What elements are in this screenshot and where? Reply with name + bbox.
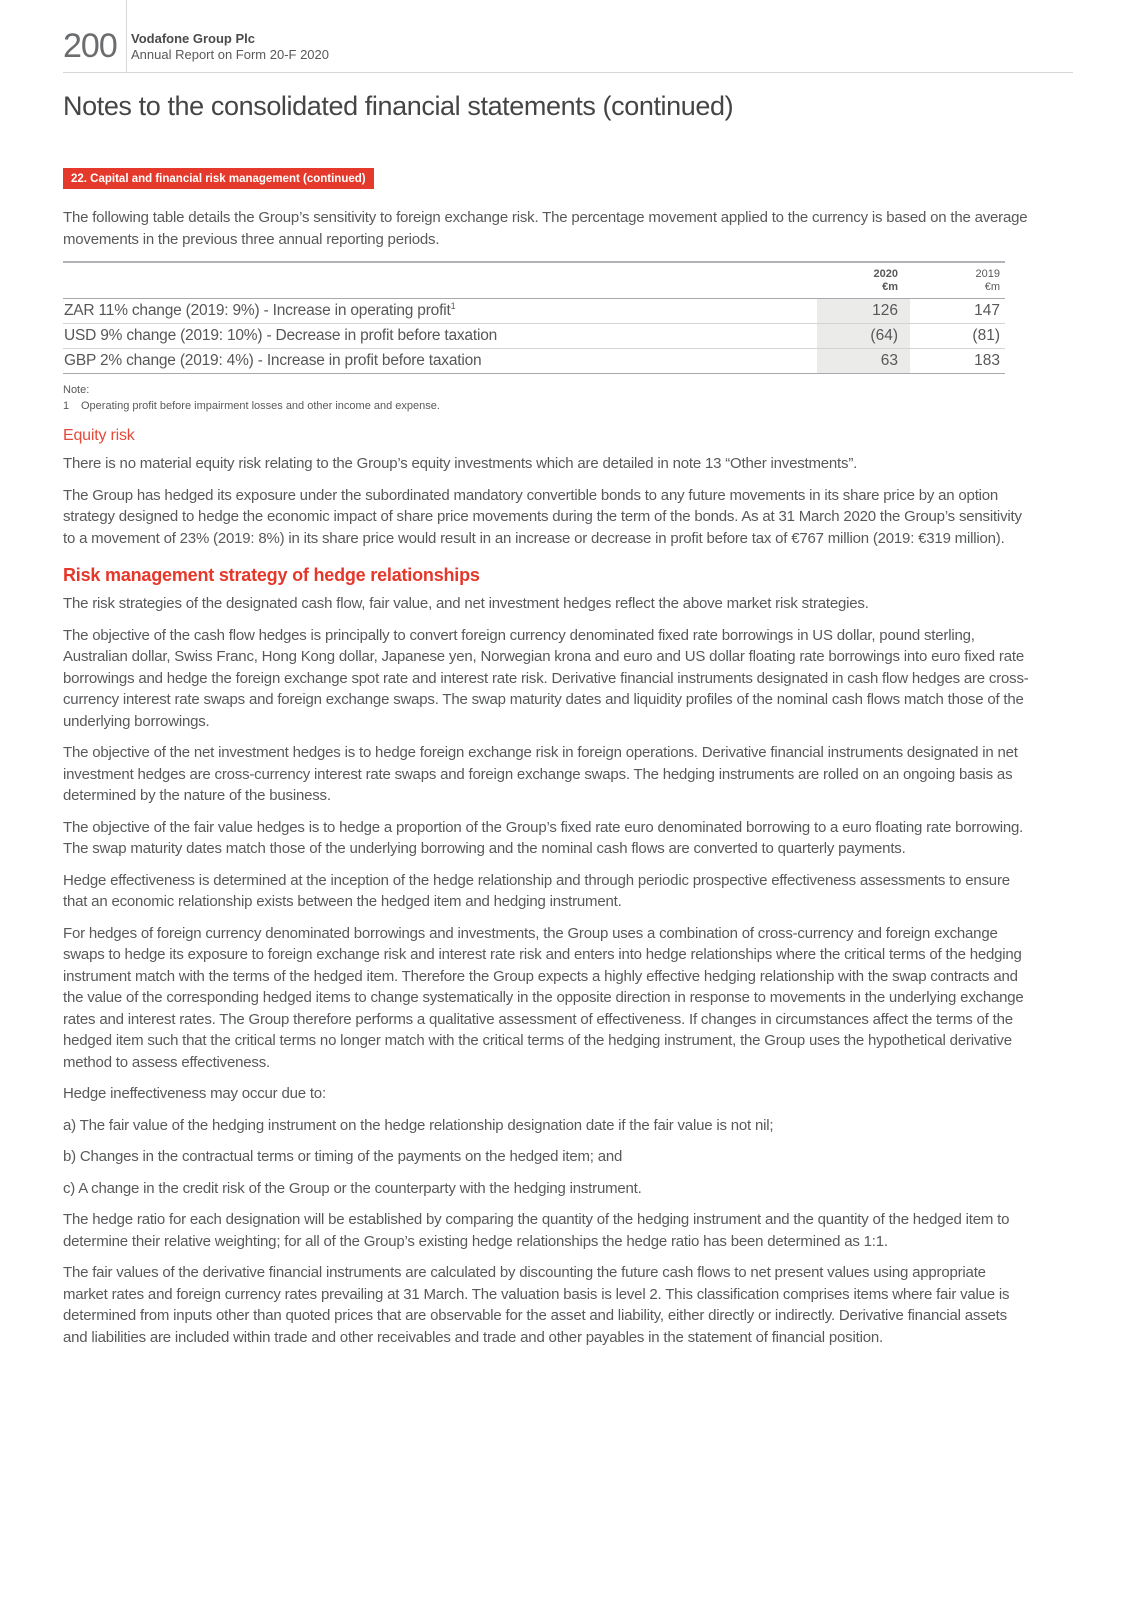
equity-risk-paragraph: There is no material equity risk relating to the Group’s equity investments which are detailed in note 13 “Other investments”. (63, 455, 858, 472)
publication-block (115, 31, 329, 63)
equity-risk-heading: Equity risk (63, 427, 135, 444)
risk-management-paragraph: The objective of the fair value hedges is to hedge a proportion of the Group’s fixed rate euro denominated borrowing to a euro floating rate borrowing. The swap maturity dates match those of the underlying borrowing and the nominal cash flows are converted to quarterly payments. (63, 818, 1024, 857)
value-2019: 147 (910, 299, 1005, 324)
section-banner: 22. Capital and financial risk management (continued) (63, 168, 374, 189)
header-divider (126, 0, 127, 72)
table-header-row (63, 262, 1005, 299)
note-label: Note: (63, 384, 90, 396)
column-unit-2019: €m (984, 281, 1000, 293)
ineffectiveness-list-intro: Hedge ineffectiveness may occur due to: (63, 1085, 326, 1102)
running-header (63, 0, 1073, 73)
note-text: Operating profit before impairment losses and other income and expense. (81, 400, 440, 412)
page-title: Notes to the consolidated financial statements (continued) (63, 91, 734, 121)
equity-risk-paragraph: The Group has hedged its exposure under the subordinated mandatory convertible bonds to any future movements in its share price by an option strategy designed to hedge the economic impact of share price movements during the term of the bonds. As at 31 March 2020 the Group’s sensitivity to a movement of 23% (2019: 8%) in its share price would result in an increase or decrease in profit before tax of €767 million (2019: €319 million). (63, 486, 1022, 547)
hedge-ratio-paragraph: The hedge ratio for each designation will be established by comparing the quantity of the hedging instrument and the quantity of the hedged item to determine their relative weighting; for all of the Group’s existing hedge relationships the hedge ratio has been determined as 1:1. (63, 1211, 1010, 1250)
row-label (63, 324, 817, 349)
report-name: Annual Report on Form 20-F 2020 (131, 47, 329, 62)
risk-management-paragraph: For hedges of foreign currency denominated borrowings and investments, the Group uses a combination of cross-currency and foreign exchange swaps to hedge its exposure to foreign exchange risk and interest rate risk and enters into hedge relationships where the critical terms of the hedging instrument match with the terms of the hedged item. Therefore the Group expects a highly effective hedging relationship with the swap contracts and the value of the corresponding hedged items to change systematically in the opposite direction in response to movements in the underlying exchange rates and interest rates. The Group therefore performs a qualitative assessment of effectiveness. If changes in circumstances affect the terms of the hedged item such that the critical terms no longer match with the critical terms of the hedging instrument, the Group uses the hypothetical derivative method to assess effectiveness. (63, 924, 1024, 1071)
table-row (63, 299, 1005, 324)
column-header-2020 (817, 262, 910, 299)
table-row (63, 349, 1005, 374)
footnote-marker: 1 (450, 300, 456, 311)
value-2020: 63 (817, 349, 910, 374)
value-2019: (81) (910, 324, 1005, 349)
table-header-spacer (63, 262, 817, 299)
table-note (63, 383, 1073, 413)
fx-sensitivity-table (63, 261, 1005, 374)
row-label (63, 349, 817, 374)
note-number: 1 (63, 400, 70, 412)
ineffectiveness-list-item: c) A change in the credit risk of the Group or the counterparty with the hedging instrument. (63, 1179, 642, 1197)
row-label-text: ZAR 11% change (2019: 9%) - Increase in operating profit (64, 302, 451, 319)
risk-management-paragraph: The objective of the net investment hedges is to hedge foreign exchange risk in foreign operations. Derivative financial instruments designated in net investment hedges are cross-currency interest rate swaps and foreign exchange swaps. The hedging instruments are rolled on an ongoing basis as determined by the nature of the business. (63, 744, 1018, 804)
ineffectiveness-list-item: b) Changes in the contractual terms or timing of the payments on the hedged item; and (63, 1148, 623, 1165)
fair-values-paragraph: The fair values of the derivative financial instruments are calculated by discounting the future cash flows to net present values using appropriate market rates and foreign currency rates prevailing at 31 March. The valuation basis is level 2. This classification comprises items where fair value is determined from inputs other than quoted prices that are observable for the asset and liability, either directly or indirectly. Derivative financial assets and liabilities are included within trade and other receivables and trade and other payables in the statement of financial position. (63, 1264, 1010, 1346)
column-year-2020: 2020 (873, 268, 898, 280)
ineffectiveness-list-item: a) The fair value of the hedging instrument on the hedge relationship designation date if the fair value is not nil; (63, 1116, 774, 1134)
column-header-2019 (910, 262, 1005, 299)
value-2020: (64) (817, 324, 910, 349)
value-2020: 126 (817, 299, 910, 324)
risk-management-paragraph: The risk strategies of the designated cash flow, fair value, and net investment hedges reflect the above market risk strategies. (63, 595, 869, 612)
risk-management-heading: Risk management strategy of hedge relationships (63, 565, 480, 585)
column-unit-2020: €m (882, 281, 898, 293)
risk-management-paragraph: Hedge effectiveness is determined at the inception of the hedge relationship and through periodic prospective effectiveness assessments to ensure that an economic relationship exists between the hedged item and hedging instrument. (63, 871, 1010, 910)
note-item (63, 399, 1073, 413)
risk-management-paragraph: The objective of the cash flow hedges is principally to convert foreign currency denominated fixed rate borrowings in US dollar, pound sterling, Australian dollar, Swiss Franc, Hong Kong dollar, Japanese yen, Norwegian krona and euro and US dollar floating rate borrowings into euro fixed rate borrowings and hedge the foreign exchange spot rate and interest rate risk. Derivative financial instruments designated in cash flow hedges are cross-currency interest rate swaps and foreign exchange swaps. The swap maturity dates and liquidity profiles of the nominal cash flows match those of the underlying borrowings. (63, 626, 1029, 730)
page-number: 200 (63, 27, 117, 65)
row-label-text: USD 9% change (2019: 10%) - Decrease in profit before taxation (64, 327, 498, 344)
row-label-text: GBP 2% change (2019: 4%) - Increase in profit before taxation (64, 352, 482, 369)
company-name: Vodafone Group Plc (131, 31, 255, 46)
intro-paragraph: The following table details the Group’s sensitivity to foreign exchange risk. The percentage movement applied to the currency is based on the average movements in the previous three annual reporting periods. (63, 209, 1028, 248)
value-2019: 183 (910, 349, 1005, 374)
table-row (63, 324, 1005, 349)
column-year-2019: 2019 (975, 268, 1000, 280)
row-label (63, 299, 817, 324)
